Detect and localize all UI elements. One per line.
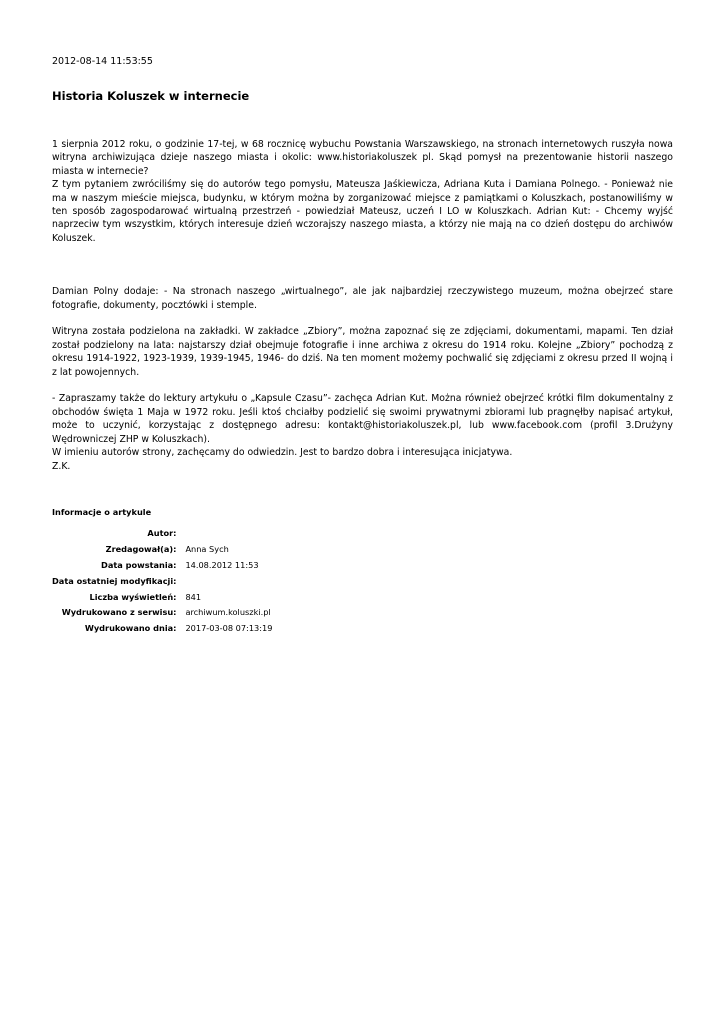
info-label: Liczba wyświetleń: xyxy=(89,591,177,602)
article-info-section xyxy=(52,507,272,637)
paragraph-spacer xyxy=(52,312,673,325)
info-label: Data ostatniej modyfikacji: xyxy=(52,575,177,586)
article-paragraph-2: Z tym pytaniem zwróciliśmy się do autorów tego pomysłu, Mateusza Jaśkiewicza, Adriana Kuta i Damiana Polnego. - Ponieważ nie ma w naszym mieście miejsca, budynku, w którym można by zorganizować miejsce z pamiątkami o Koluszkach, postanowiliśmy w ten sposób zagospodarować wirtualną przestrzeń - powiedział Mateusz, uczeń I LO w Koluszkach. Adrian Kut: - Chcemy wyjść naprzeciw tym wszystkim, których interesuje dzień wczorajszy naszego miasta, a którzy nie mają na co dzień dostępu do archiwów Koluszek. xyxy=(52,179,673,244)
article-title: Historia Koluszek w internecie xyxy=(52,89,250,103)
info-value: Anna Sych xyxy=(185,544,229,555)
article-info-heading: Informacje o artykule xyxy=(52,507,152,517)
info-label: Zredagował(a): xyxy=(105,544,177,555)
info-row-created xyxy=(52,558,272,574)
paragraph-spacer xyxy=(52,245,673,285)
info-row-views xyxy=(52,589,272,605)
print-timestamp: 2012-08-14 11:53:55 xyxy=(52,56,153,67)
info-row-modified xyxy=(52,573,272,589)
article-paragraph-1: 1 sierpnia 2012 roku, o godzinie 17-tej, w 68 rocznicę wybuchu Powstania Warszawskiego, na stronach internetowych ruszyła nowa witryna archiwizująca dzieje naszego miasta i okolic: www.historiakoluszek pl. Skąd pomysł na prezentowanie historii naszego miasta w internecie? xyxy=(52,139,673,177)
info-label: Wydrukowano dnia: xyxy=(84,623,177,634)
info-value xyxy=(185,526,272,542)
info-value: 14.08.2012 11:53 xyxy=(185,559,259,570)
info-label: Wydrukowano z serwisu: xyxy=(61,607,177,618)
article-paragraph-5: - Zapraszamy także do lektury artykułu o „Kapsule Czasu”- zachęca Adrian Kut. Można również obejrzeć krótki film dokumentalny z obchodów święta 1 Maja w 1972 roku. Jeśli ktoś chciałby podzielić się swoimi prywatnymi zbiorami lub pragnęłby napisać artykuł, może to uczynić, korzystając z dostępnego adresu: kontakt@historiakoluszek.pl, lub www.facebook.com (profil 3.Drużyny Wędrowniczej ZHP w Koluszkach). xyxy=(52,393,673,445)
article-paragraph-4: Witryna została podzielona na zakładki. W zakładce „Zbiory”, można zapoznać się ze zdjęciami, dokumentami, mapami. Ten dział został podzielony na lata: najstarszy dział obejmuje fotografie i inne archiwa z okresu do 1914 roku. Kolejne „Zbiory” pochodzą z okresu 1914-1922, 1923-1939, 1939-1945, 1946- do dziś. Na ten moment możemy pochwalić się zdjęciami z okresu przed II wojną i z lat powojennych. xyxy=(52,326,673,378)
info-value: archiwum.koluszki.pl xyxy=(185,607,271,618)
info-value xyxy=(185,573,272,589)
article-body xyxy=(52,138,673,473)
info-value: 2017-03-08 07:13:19 xyxy=(185,623,273,634)
info-label: Autor: xyxy=(147,528,177,539)
info-row-printed-from xyxy=(52,605,272,621)
paragraph-spacer xyxy=(52,379,673,392)
info-row-editor xyxy=(52,542,272,558)
info-row-author xyxy=(52,526,272,542)
info-value: 841 xyxy=(185,591,202,602)
article-paragraph-6: W imieniu autorów strony, zachęcamy do odwiedzin. Jest to bardzo dobra i interesująca inicjatywa. xyxy=(52,447,513,459)
article-signature: Z.K. xyxy=(52,460,71,472)
article-info-table xyxy=(52,526,272,637)
info-row-printed-on xyxy=(52,621,272,637)
article-paragraph-3: Damian Polny dodaje: - Na stronach naszego „wirtualnego”, ale jak najbardziej rzeczywistego muzeum, można obejrzeć stare fotografie, dokumenty, pocztówki i stemple. xyxy=(52,286,673,311)
info-label: Data powstania: xyxy=(101,559,177,570)
